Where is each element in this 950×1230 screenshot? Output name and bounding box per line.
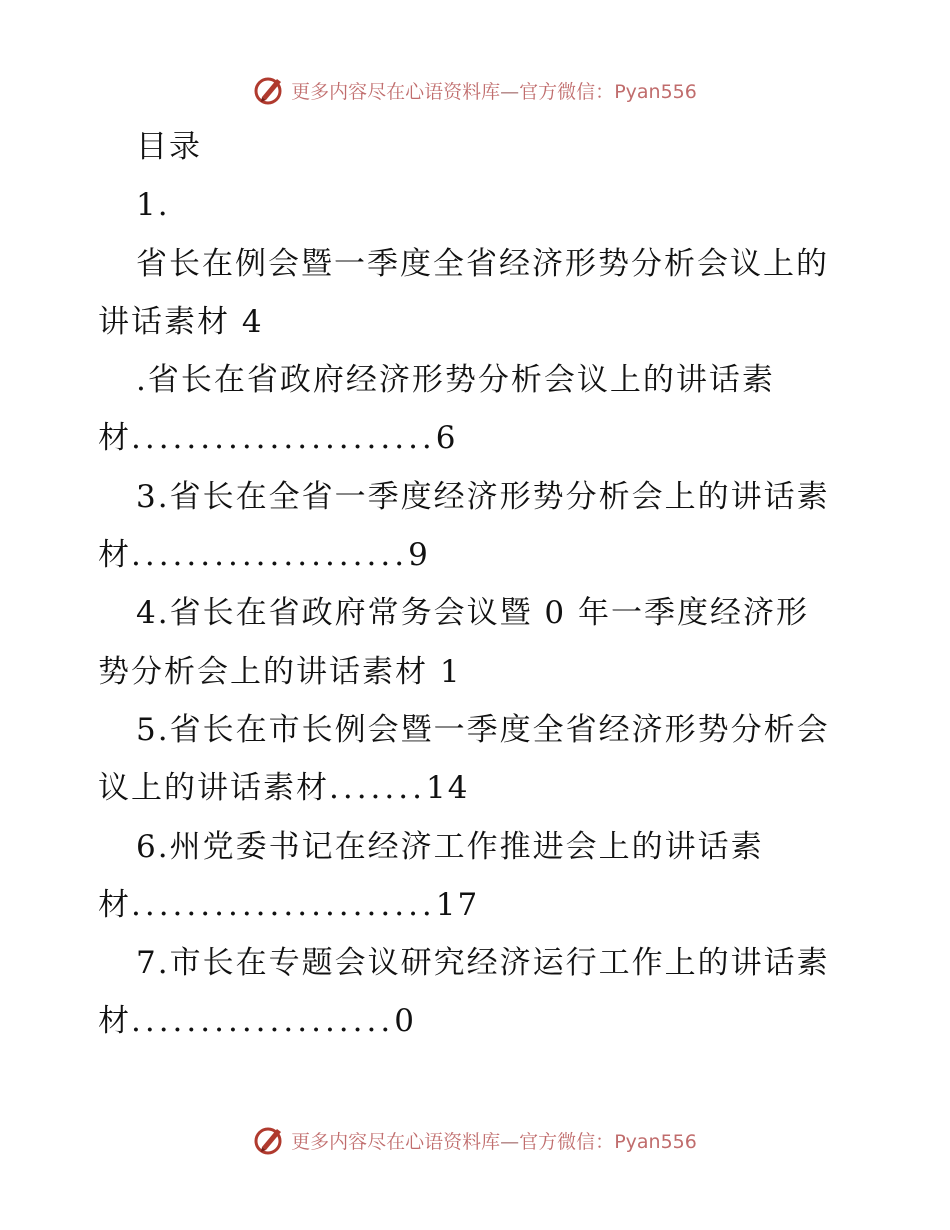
toc-entry-line: 省长在例会暨一季度全省经济形势分析会议上的 [136, 245, 829, 282]
toc-leader: ...................... [131, 886, 436, 923]
toc-entry-line: .省长在省政府经济形势分析会议上的讲话素 [136, 362, 775, 399]
toc-entry-line: 材...................0 [98, 1003, 416, 1040]
toc-entry-line: 材......................6 [98, 420, 458, 457]
toc-page-number: 0 [394, 1003, 416, 1040]
footer-watermark [0, 1120, 950, 1160]
toc-entry-line: 讲话素材 4 [98, 303, 264, 340]
table-of-contents [98, 118, 858, 1051]
toc-entry-line: 7.市长在专题会议研究经济运行工作上的讲话素 [136, 945, 830, 982]
toc-entry-line: 6.州党委书记在经济工作推进会上的讲话素 [136, 828, 764, 865]
toc-leader: .................... [131, 537, 409, 574]
watermark-text: 更多内容尽在心语资料库—官方微信：Pyan556 [291, 80, 697, 103]
toc-leader: ...................... [131, 420, 436, 457]
toc-entry-line: 5.省长在市长例会暨一季度全省经济形势分析会 [136, 711, 830, 748]
toc-page-number: 9 [408, 537, 430, 574]
toc-leader: ................... [131, 1003, 395, 1040]
header-watermark [0, 70, 950, 110]
toc-title: 目录 [136, 129, 202, 165]
toc-entry-line: 材....................9 [98, 537, 430, 574]
toc-entry-line: 3.省长在全省一季度经济形势分析会上的讲话素 [136, 478, 830, 515]
toc-entry-line: 势分析会上的讲话素材 1 [98, 653, 462, 690]
pen-logo-icon [253, 1123, 287, 1157]
watermark-text: 更多内容尽在心语资料库—官方微信：Pyan556 [291, 1130, 697, 1153]
toc-entry-line: 材......................17 [98, 886, 480, 923]
toc-page-number: 14 [425, 770, 470, 807]
toc-page-number: 6 [435, 420, 458, 457]
toc-entry-line: 4.省长在省政府常务会议暨 0 年一季度经济形 [136, 595, 810, 632]
toc-page-number: 17 [435, 886, 480, 923]
toc-leader: ....... [329, 770, 426, 807]
toc-number: 1. [136, 187, 170, 224]
pen-logo-icon [253, 73, 287, 107]
toc-entry-line: 议上的讲话素材.......14 [98, 770, 470, 807]
